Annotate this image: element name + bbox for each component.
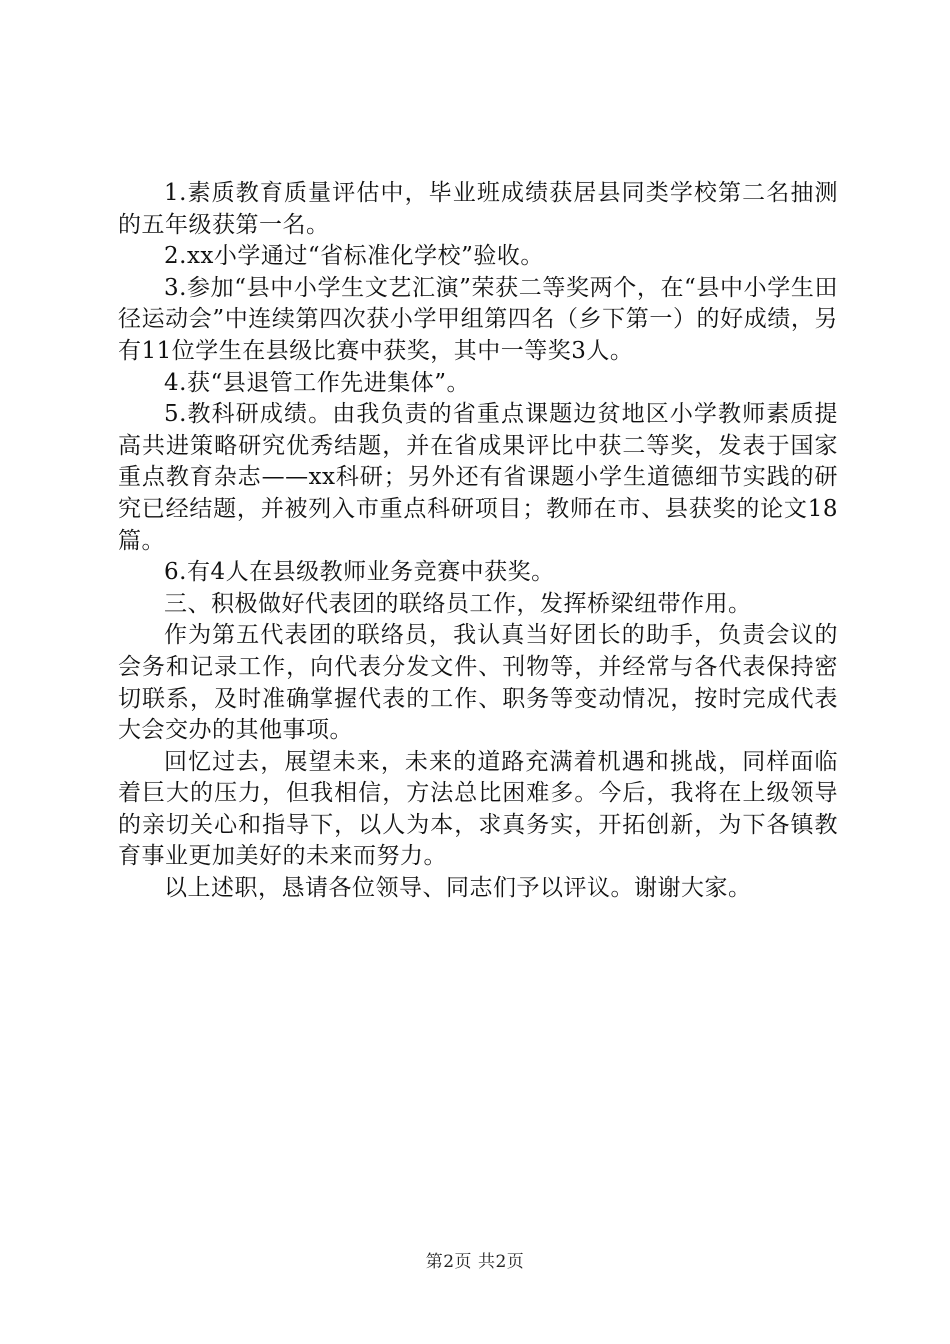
section-heading-liaison: 三、积极做好代表团的联络员工作，发挥桥梁纽带作用。 <box>164 590 752 617</box>
paragraph-achievement-4: 4.获“县退管工作先进集体”。 <box>164 369 470 396</box>
paragraph-achievement-2: 2.xx小学通过“省标准化学校”验收。 <box>164 243 544 270</box>
paragraph-achievement-6: 6.有4人在县级教师业务竞赛中获奖。 <box>164 559 555 586</box>
paragraph-achievement-5: 5.教科研成绩。由我负责的省重点课题边贫地区小学教师素质提高共进策略研究优秀结题，并在省成果评比中获二等奖，发表于国家重点教育杂志——xx科研；另外还有省课题小学生道德细节实践的研究已经结题，并被列入市重点科研项目；教师在市、县获奖的论文18篇。 <box>118 401 838 554</box>
paragraph-closing: 以上述职，恳请各位领导、同志们予以评议。谢谢大家。 <box>164 875 752 902</box>
paragraph-achievement-1: 1.素质教育质量评估中，毕业班成绩获居县同类学校第二名抽测的五年级获第一名。 <box>118 180 838 238</box>
paragraph-liaison: 作为第五代表团的联络员，我认真当好团长的助手，负责会议的会务和记录工作，向代表分发文件、刊物等，并经常与各代表保持密切联系，及时准确掌握代表的工作、职务等变动情况，按时完成代表大会交办的其他事项。 <box>118 622 838 744</box>
paragraph-achievement-3: 3.参加“县中小学生文艺汇演”荣获二等奖两个，在“县中小学生田径运动会”中连续第四次获小学甲组第四名（乡下第一）的好成绩，另有11位学生在县级比赛中获奖，其中一等奖3人。 <box>118 274 838 364</box>
page-number-footer: 第2页 共2页 <box>425 1252 525 1272</box>
paragraph-outlook: 回忆过去，展望未来，未来的道路充满着机遇和挑战，同样面临着巨大的压力，但我相信，方法总比困难多。今后，我将在上级领导的亲切关心和指导下，以人为本，求真务实，开拓创新，为下各镇教育事业更加美好的未来而努力。 <box>118 748 838 870</box>
document-body <box>118 178 838 905</box>
